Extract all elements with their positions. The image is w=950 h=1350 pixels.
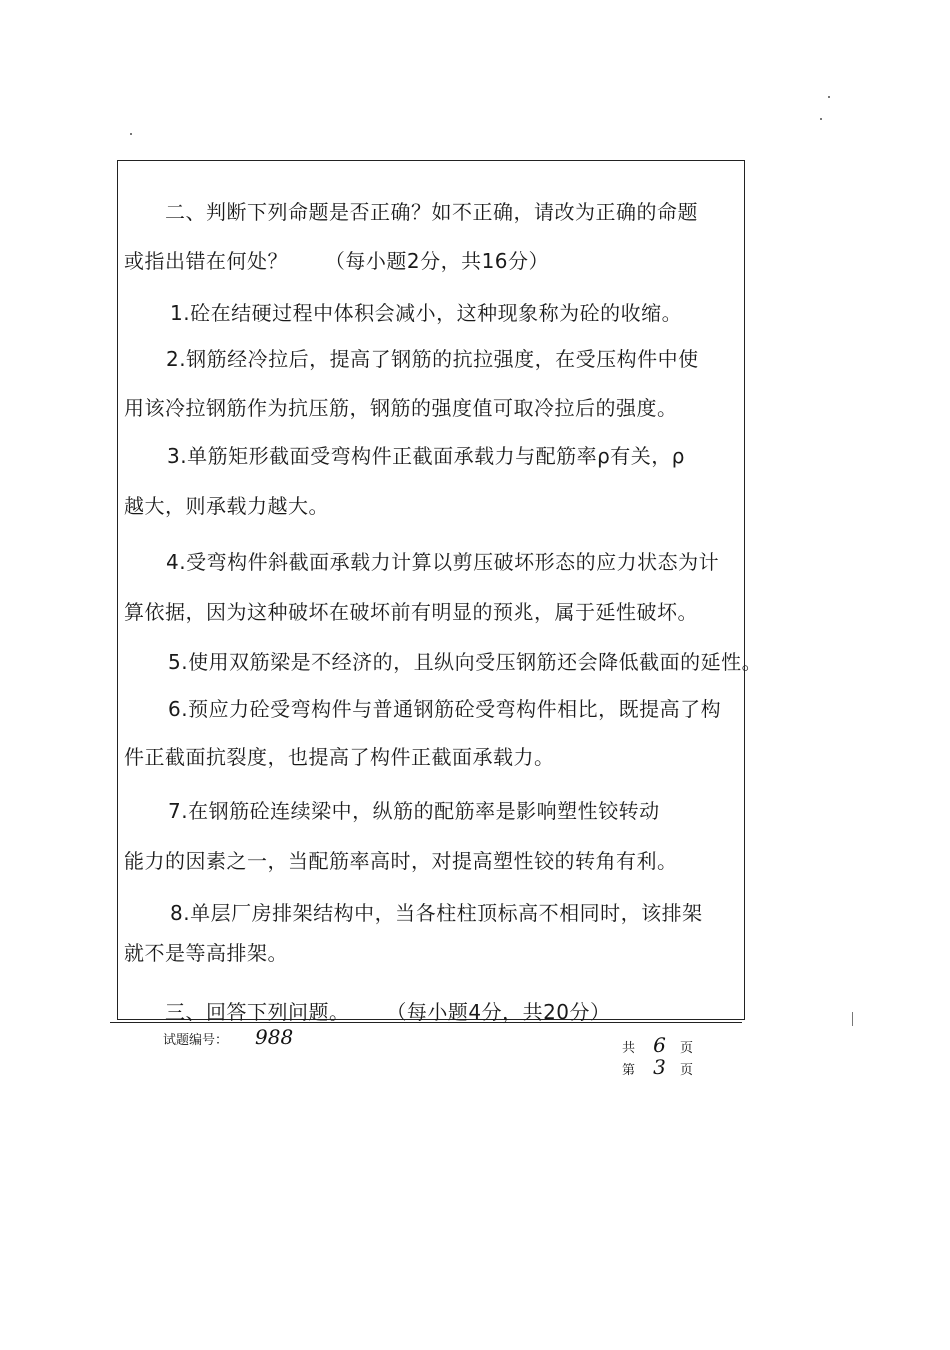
statement-8-line-1: 8.单层厂房排架结构中，当各柱柱顶标高不相同时，该排架 bbox=[170, 901, 703, 925]
scan-speck bbox=[130, 133, 132, 135]
total-pages bbox=[622, 1033, 693, 1057]
footer-rule bbox=[110, 1022, 742, 1023]
statement-2-line-1: 2.钢筋经冷拉后，提高了钢筋的抗拉强度，在受压构件中使 bbox=[166, 347, 699, 371]
section-3-scoring: （每小题4分，共20分） bbox=[386, 1000, 611, 1024]
section-2-scoring: （每小题2分，共16分） bbox=[324, 249, 550, 273]
statement-6-line-1: 6.预应力砼受弯构件与普通钢筋砼受弯构件相比，既提高了构 bbox=[168, 697, 722, 721]
exam-code-value: 988 bbox=[255, 1025, 294, 1049]
page-number bbox=[622, 1055, 693, 1079]
statement-4-line-1: 4.受弯构件斜截面承载力计算以剪压破坏形态的应力状态为计 bbox=[166, 550, 720, 574]
statement-8-line-2: 就不是等高排架。 bbox=[124, 941, 288, 965]
scan-speck bbox=[852, 1012, 853, 1026]
statement-3-line-2: 越大，则承载力越大。 bbox=[124, 494, 329, 518]
total-pages-value: 6 bbox=[653, 1033, 666, 1057]
scan-speck bbox=[828, 96, 830, 98]
statement-2-line-2: 用该冷拉钢筋作为抗压筋，钢筋的强度值可取冷拉后的强度。 bbox=[124, 396, 678, 420]
statement-4-line-2: 算依据，因为这种破坏在破坏前有明显的预兆，属于延性破坏。 bbox=[124, 600, 698, 624]
section-2-heading: 二、判断下列命题是否正确？如不正确，请改为正确的命题 bbox=[165, 200, 698, 224]
statement-5-line-1: 5.使用双筋梁是不经济的，且纵向受压钢筋还会降低截面的延性。 bbox=[168, 650, 763, 674]
statement-3-line-1: 3.单筋矩形截面受弯构件正截面承载力与配筋率ρ有关，ρ bbox=[167, 444, 685, 468]
statement-1-line-1: 1.砼在结硬过程中体积会减小，这种现象称为砼的收缩。 bbox=[170, 301, 683, 325]
exam-code-label: 试题编号： bbox=[163, 1033, 229, 1048]
page-number-value: 3 bbox=[653, 1055, 666, 1079]
statement-6-line-2: 件正截面抗裂度，也提高了构件正截面承载力。 bbox=[124, 745, 555, 769]
statement-7-line-1: 7.在钢筋砼连续梁中，纵筋的配筋率是影响塑性铰转动 bbox=[168, 799, 660, 823]
page-number-suffix: 页 bbox=[680, 1063, 694, 1078]
page-number-prefix: 第 bbox=[622, 1063, 636, 1078]
total-pages-prefix: 共 bbox=[622, 1041, 636, 1056]
total-pages-suffix: 页 bbox=[680, 1041, 694, 1056]
scan-speck bbox=[820, 118, 822, 120]
section-2-heading-cont-text: 或指出错在何处？ bbox=[124, 249, 288, 273]
section-3-heading: 三、回答下列问题。 bbox=[165, 1000, 350, 1024]
section-2-heading-continued bbox=[124, 245, 549, 274]
section-3-heading-line bbox=[165, 996, 611, 1025]
statement-7-line-2: 能力的因素之一，当配筋率高时，对提高塑性铰的转角有利。 bbox=[124, 849, 678, 873]
exam-sheet-frame bbox=[117, 160, 745, 1020]
